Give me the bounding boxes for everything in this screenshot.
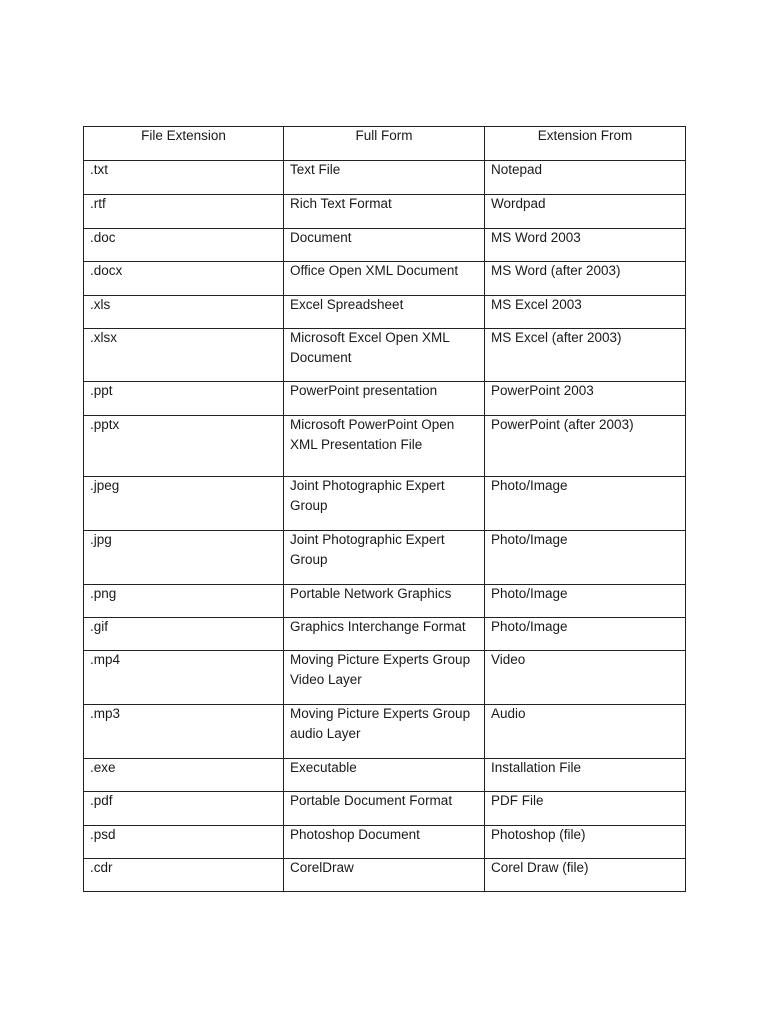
cell-full-form <box>284 382 485 416</box>
cell-extension-from-text: Photo/Image <box>491 586 568 601</box>
cell-full-form <box>284 792 485 826</box>
cell-extension-from <box>485 477 686 531</box>
cell-extension-text: .psd <box>90 827 116 842</box>
cell-extension-from <box>485 329 686 382</box>
table-row <box>84 759 686 792</box>
cell-extension-from-text: Installation File <box>491 760 582 775</box>
cell-extension-from <box>485 859 686 892</box>
cell-extension-text: .rtf <box>90 196 106 211</box>
table-row <box>84 382 686 416</box>
header-extension-from-label: Extension From <box>537 128 633 143</box>
table-row <box>84 651 686 705</box>
cell-extension-from-text: MS Excel 2003 <box>491 297 582 312</box>
cell-extension-text: .jpeg <box>90 478 120 493</box>
cell-extension-from-text: MS Word 2003 <box>491 230 581 245</box>
cell-full-form <box>284 759 485 792</box>
cell-full-form-text: CorelDraw <box>290 860 354 875</box>
cell-full-form-text: Graphics Interchange Format <box>290 619 466 634</box>
cell-extension-from-text: Wordpad <box>491 196 546 211</box>
cell-extension <box>84 161 284 195</box>
cell-extension-text: .xls <box>90 297 111 312</box>
cell-extension-from <box>485 792 686 826</box>
cell-full-form-text: Portable Document Format <box>290 793 453 808</box>
cell-extension <box>84 618 284 651</box>
cell-extension-text: .exe <box>90 760 116 775</box>
header-full-form-label: Full Form <box>355 128 413 143</box>
cell-extension-from-text: PDF File <box>491 793 544 808</box>
table-row <box>84 229 686 262</box>
table-row <box>84 826 686 859</box>
cell-full-form-text: Moving Picture Experts Group Video Layer <box>290 652 471 687</box>
table-row <box>84 195 686 229</box>
cell-extension-from-text: Photoshop (file) <box>491 827 586 842</box>
cell-full-form-text: Moving Picture Experts Group audio Layer <box>290 706 471 741</box>
cell-full-form-text: Portable Network Graphics <box>290 586 452 601</box>
cell-extension-from <box>485 161 686 195</box>
cell-full-form <box>284 329 485 382</box>
cell-extension-from-text: MS Excel (after 2003) <box>491 330 622 345</box>
cell-extension-from-text: Photo/Image <box>491 532 568 547</box>
cell-extension-from-text: Video <box>491 652 526 667</box>
cell-extension-from <box>485 382 686 416</box>
cell-extension-from <box>485 618 686 651</box>
cell-extension-text: .cdr <box>90 860 113 875</box>
cell-extension <box>84 416 284 477</box>
table-row <box>84 161 686 195</box>
cell-extension-text: .txt <box>90 162 109 177</box>
cell-full-form <box>284 859 485 892</box>
cell-full-form <box>284 161 485 195</box>
cell-extension-text: .mp4 <box>90 652 121 667</box>
cell-extension-from <box>485 651 686 705</box>
table-row <box>84 477 686 531</box>
cell-extension-text: .ppt <box>90 383 113 398</box>
cell-extension <box>84 329 284 382</box>
cell-full-form-text: Rich Text Format <box>290 196 392 211</box>
cell-full-form-text: Photoshop Document <box>290 827 420 842</box>
cell-full-form <box>284 705 485 759</box>
table-row <box>84 329 686 382</box>
cell-extension-from <box>485 262 686 296</box>
cell-extension <box>84 195 284 229</box>
cell-extension <box>84 651 284 705</box>
file-extension-table <box>83 126 686 892</box>
cell-extension-from <box>485 826 686 859</box>
cell-full-form <box>284 262 485 296</box>
cell-extension-from-text: PowerPoint 2003 <box>491 383 594 398</box>
cell-full-form-text: Office Open XML Document <box>290 263 459 278</box>
cell-full-form <box>284 585 485 618</box>
cell-full-form <box>284 531 485 585</box>
cell-extension-from-text: Audio <box>491 706 526 721</box>
cell-extension-text: .doc <box>90 230 116 245</box>
cell-full-form-text: Excel Spreadsheet <box>290 297 404 312</box>
cell-extension <box>84 826 284 859</box>
table-row <box>84 585 686 618</box>
table-row <box>84 416 686 477</box>
cell-full-form-text: Executable <box>290 760 357 775</box>
header-file-extension-label: File Extension <box>141 128 226 143</box>
cell-full-form <box>284 195 485 229</box>
cell-extension <box>84 531 284 585</box>
cell-full-form-text: Joint Photographic Expert Group <box>290 478 445 513</box>
cell-extension <box>84 477 284 531</box>
cell-extension <box>84 262 284 296</box>
header-extension-from <box>485 127 686 161</box>
cell-extension-from-text: Photo/Image <box>491 478 568 493</box>
table-row <box>84 296 686 329</box>
cell-extension-text: .mp3 <box>90 706 121 721</box>
table-row <box>84 262 686 296</box>
cell-extension-from-text: Corel Draw (file) <box>491 860 589 875</box>
cell-extension <box>84 859 284 892</box>
cell-full-form <box>284 826 485 859</box>
cell-full-form <box>284 416 485 477</box>
cell-full-form-text: Microsoft Excel Open XML Document <box>290 330 450 365</box>
cell-full-form <box>284 477 485 531</box>
cell-extension <box>84 296 284 329</box>
cell-full-form-text: PowerPoint presentation <box>290 383 438 398</box>
cell-full-form <box>284 618 485 651</box>
cell-extension-from <box>485 195 686 229</box>
cell-extension-from <box>485 759 686 792</box>
cell-full-form <box>284 229 485 262</box>
cell-full-form-text: Joint Photographic Expert Group <box>290 532 445 567</box>
cell-extension <box>84 382 284 416</box>
table-row <box>84 531 686 585</box>
cell-extension <box>84 585 284 618</box>
cell-extension <box>84 759 284 792</box>
cell-extension-from <box>485 531 686 585</box>
table-header-row <box>84 127 686 161</box>
cell-extension-text: .gif <box>90 619 109 634</box>
cell-extension-text: .pptx <box>90 417 120 432</box>
cell-full-form-text: Microsoft PowerPoint Open XML Presentation File <box>290 417 455 452</box>
cell-extension-from <box>485 416 686 477</box>
cell-full-form <box>284 651 485 705</box>
table-row <box>84 618 686 651</box>
table-row <box>84 792 686 826</box>
cell-extension-from-text: PowerPoint (after 2003) <box>491 417 634 432</box>
cell-full-form-text: Text File <box>290 162 341 177</box>
cell-extension <box>84 705 284 759</box>
cell-extension-from-text: MS Word (after 2003) <box>491 263 621 278</box>
cell-extension-text: .xlsx <box>90 330 117 345</box>
cell-extension-text: .jpg <box>90 532 112 547</box>
cell-extension-from-text: Photo/Image <box>491 619 568 634</box>
cell-extension-text: .png <box>90 586 117 601</box>
cell-extension-from <box>485 585 686 618</box>
header-file-extension <box>84 127 284 161</box>
cell-full-form <box>284 296 485 329</box>
cell-extension <box>84 792 284 826</box>
table-row <box>84 859 686 892</box>
table-row <box>84 705 686 759</box>
cell-full-form-text: Document <box>290 230 352 245</box>
cell-extension-from-text: Notepad <box>491 162 543 177</box>
cell-extension-from <box>485 229 686 262</box>
cell-extension-from <box>485 296 686 329</box>
cell-extension-from <box>485 705 686 759</box>
header-full-form <box>284 127 485 161</box>
cell-extension-text: .docx <box>90 263 123 278</box>
cell-extension-text: .pdf <box>90 793 113 808</box>
cell-extension <box>84 229 284 262</box>
